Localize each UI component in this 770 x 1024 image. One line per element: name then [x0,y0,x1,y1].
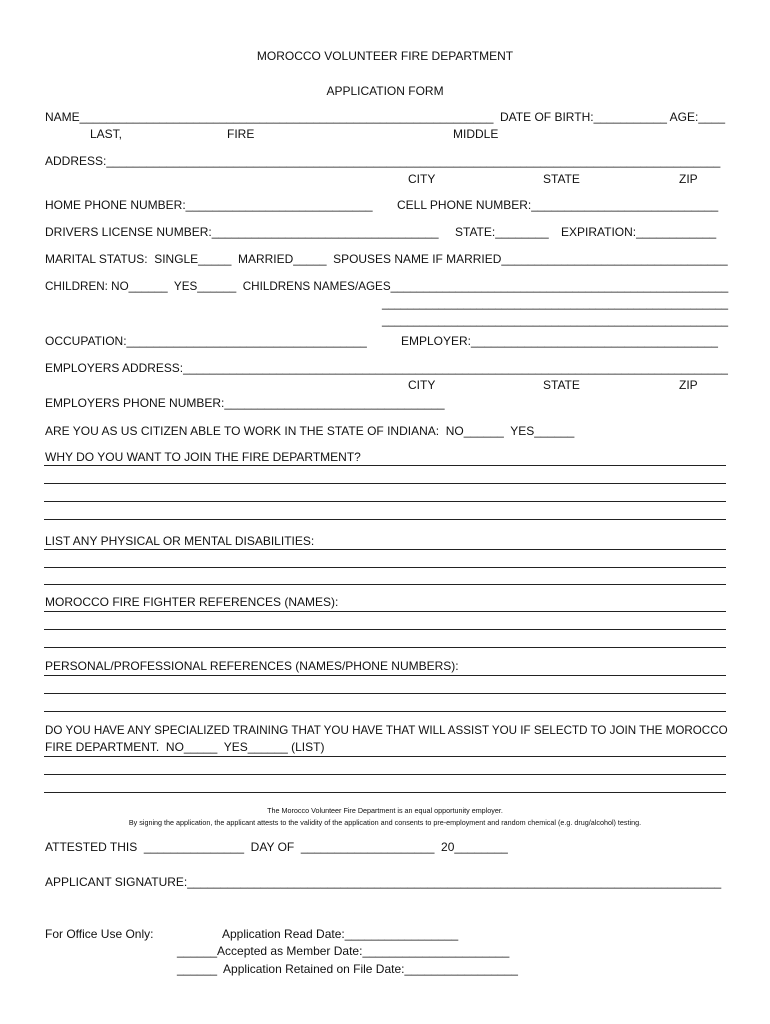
employers-state-caption: STATE [543,378,580,392]
why-join-answer-line-4[interactable] [44,519,726,520]
training-answer-line-2[interactable] [44,774,726,775]
form-title: APPLICATION FORM [326,84,444,98]
eoe-notice: The Morocco Volunteer Fire Department is an equal opportunity employer. [267,806,503,815]
disabilities-question: LIST ANY PHYSICAL OR MENTAL DISABILITIES: [45,534,315,548]
name-last-caption: LAST, [90,127,123,141]
ff-references-answer-line-3[interactable] [44,647,726,648]
us-citizen-question[interactable]: ARE YOU AS US CITIZEN ABLE TO WORK IN THE STATE OF INDIANA: NO______ YES______ [45,424,575,438]
ff-references-question: MOROCCO FIRE FIGHTER REFERENCES (NAMES): [45,595,339,609]
personal-references-answer-line-1[interactable] [44,675,726,676]
employers-phone-field[interactable]: EMPLOYERS PHONE NUMBER:_________________________________ [45,396,445,410]
name-field[interactable]: NAME______________________________________________________________ [45,110,494,124]
ff-references-answer-line-1[interactable] [44,611,726,612]
org-title: MOROCCO VOLUNTEER FIRE DEPARTMENT [256,49,514,63]
address-field[interactable]: ADDRESS:____________________________________________________________________________________________ [45,154,721,168]
address-state-caption: STATE [543,172,580,186]
why-join-answer-line-1[interactable] [44,465,726,466]
home-phone-field[interactable]: HOME PHONE NUMBER:____________________________ [45,198,373,212]
license-state-field[interactable]: STATE:________ [455,225,549,239]
retained-on-file-date-field[interactable]: ______ Application Retained on File Date:_________________ [177,962,518,976]
employer-field[interactable]: EMPLOYER:_____________________________________ [401,334,718,348]
why-join-answer-line-2[interactable] [44,483,726,484]
cell-phone-field[interactable]: CELL PHONE NUMBER:____________________________ [397,198,719,212]
address-zip-caption: ZIP [679,172,698,186]
name-middle-caption: MIDDLE [453,127,499,141]
marital-status-field[interactable]: MARITAL STATUS: SINGLE_____ MARRIED_____ SPOUSES NAME IF MARRIED__________________________________ [45,252,728,266]
personal-references-question: PERSONAL/PROFESSIONAL REFERENCES (NAMES/PHONE NUMBERS): [45,659,459,673]
office-use-label: For Office Use Only: [45,927,154,941]
children-field[interactable]: CHILDREN: NO______ YES______ CHILDRENS NAMES/AGES____________________________________________________ [45,279,729,293]
personal-references-answer-line-3[interactable] [44,711,726,712]
address-city-caption: CITY [408,172,436,186]
accepted-member-date-field[interactable]: ______Accepted as Member Date:______________________ [177,944,510,958]
disabilities-answer-line-2[interactable] [44,567,726,568]
why-join-question: WHY DO YOU WANT TO JOIN THE FIRE DEPARTMENT? [45,450,361,464]
training-answer-line-3[interactable] [44,792,726,793]
why-join-answer-line-3[interactable] [44,501,726,502]
employers-city-caption: CITY [408,378,436,392]
training-question-line-2[interactable]: FIRE DEPARTMENT. NO_____ YES______ (LIST) [45,740,325,754]
ff-references-answer-line-2[interactable] [44,629,726,630]
applicant-signature-field[interactable]: APPLICANT SIGNATURE:________________________________________________________________________________ [45,875,722,889]
disabilities-answer-line-1[interactable] [44,549,726,550]
employers-zip-caption: ZIP [679,378,698,392]
children-names-line-2[interactable]: _______________________________________________________ [382,296,729,310]
training-question-line-1: DO YOU HAVE ANY SPECIALIZED TRAINING THAT YOU HAVE THAT WILL ASSIST YOU IF SELECTD TO JOIN THE MOROCCO [45,723,728,737]
employers-address-field[interactable]: EMPLOYERS ADDRESS:__________________________________________________________________________________ [45,361,728,375]
consent-notice: By signing the application, the applicant attests to the validity of the application and consents to pre-employment and random chemical (e.g. drug/alcohol) testing. [128,818,642,827]
children-names-line-3[interactable]: _______________________________________________________ [382,313,729,327]
personal-references-answer-line-2[interactable] [44,693,726,694]
application-read-date-field[interactable]: Application Read Date:_________________ [222,927,459,941]
dob-age-field[interactable]: DATE OF BIRTH:___________ AGE:____ [500,110,726,124]
license-expiration-field[interactable]: EXPIRATION:____________ [561,225,717,239]
drivers-license-field[interactable]: DRIVERS LICENSE NUMBER:__________________________________ [45,225,439,239]
attested-field[interactable]: ATTESTED THIS _______________ DAY OF ____________________ 20________ [45,840,508,854]
disabilities-answer-line-3[interactable] [44,584,726,585]
training-answer-line-1[interactable] [44,756,726,757]
name-first-caption: FIRE [227,127,255,141]
occupation-field[interactable]: OCCUPATION:____________________________________ [45,334,367,348]
